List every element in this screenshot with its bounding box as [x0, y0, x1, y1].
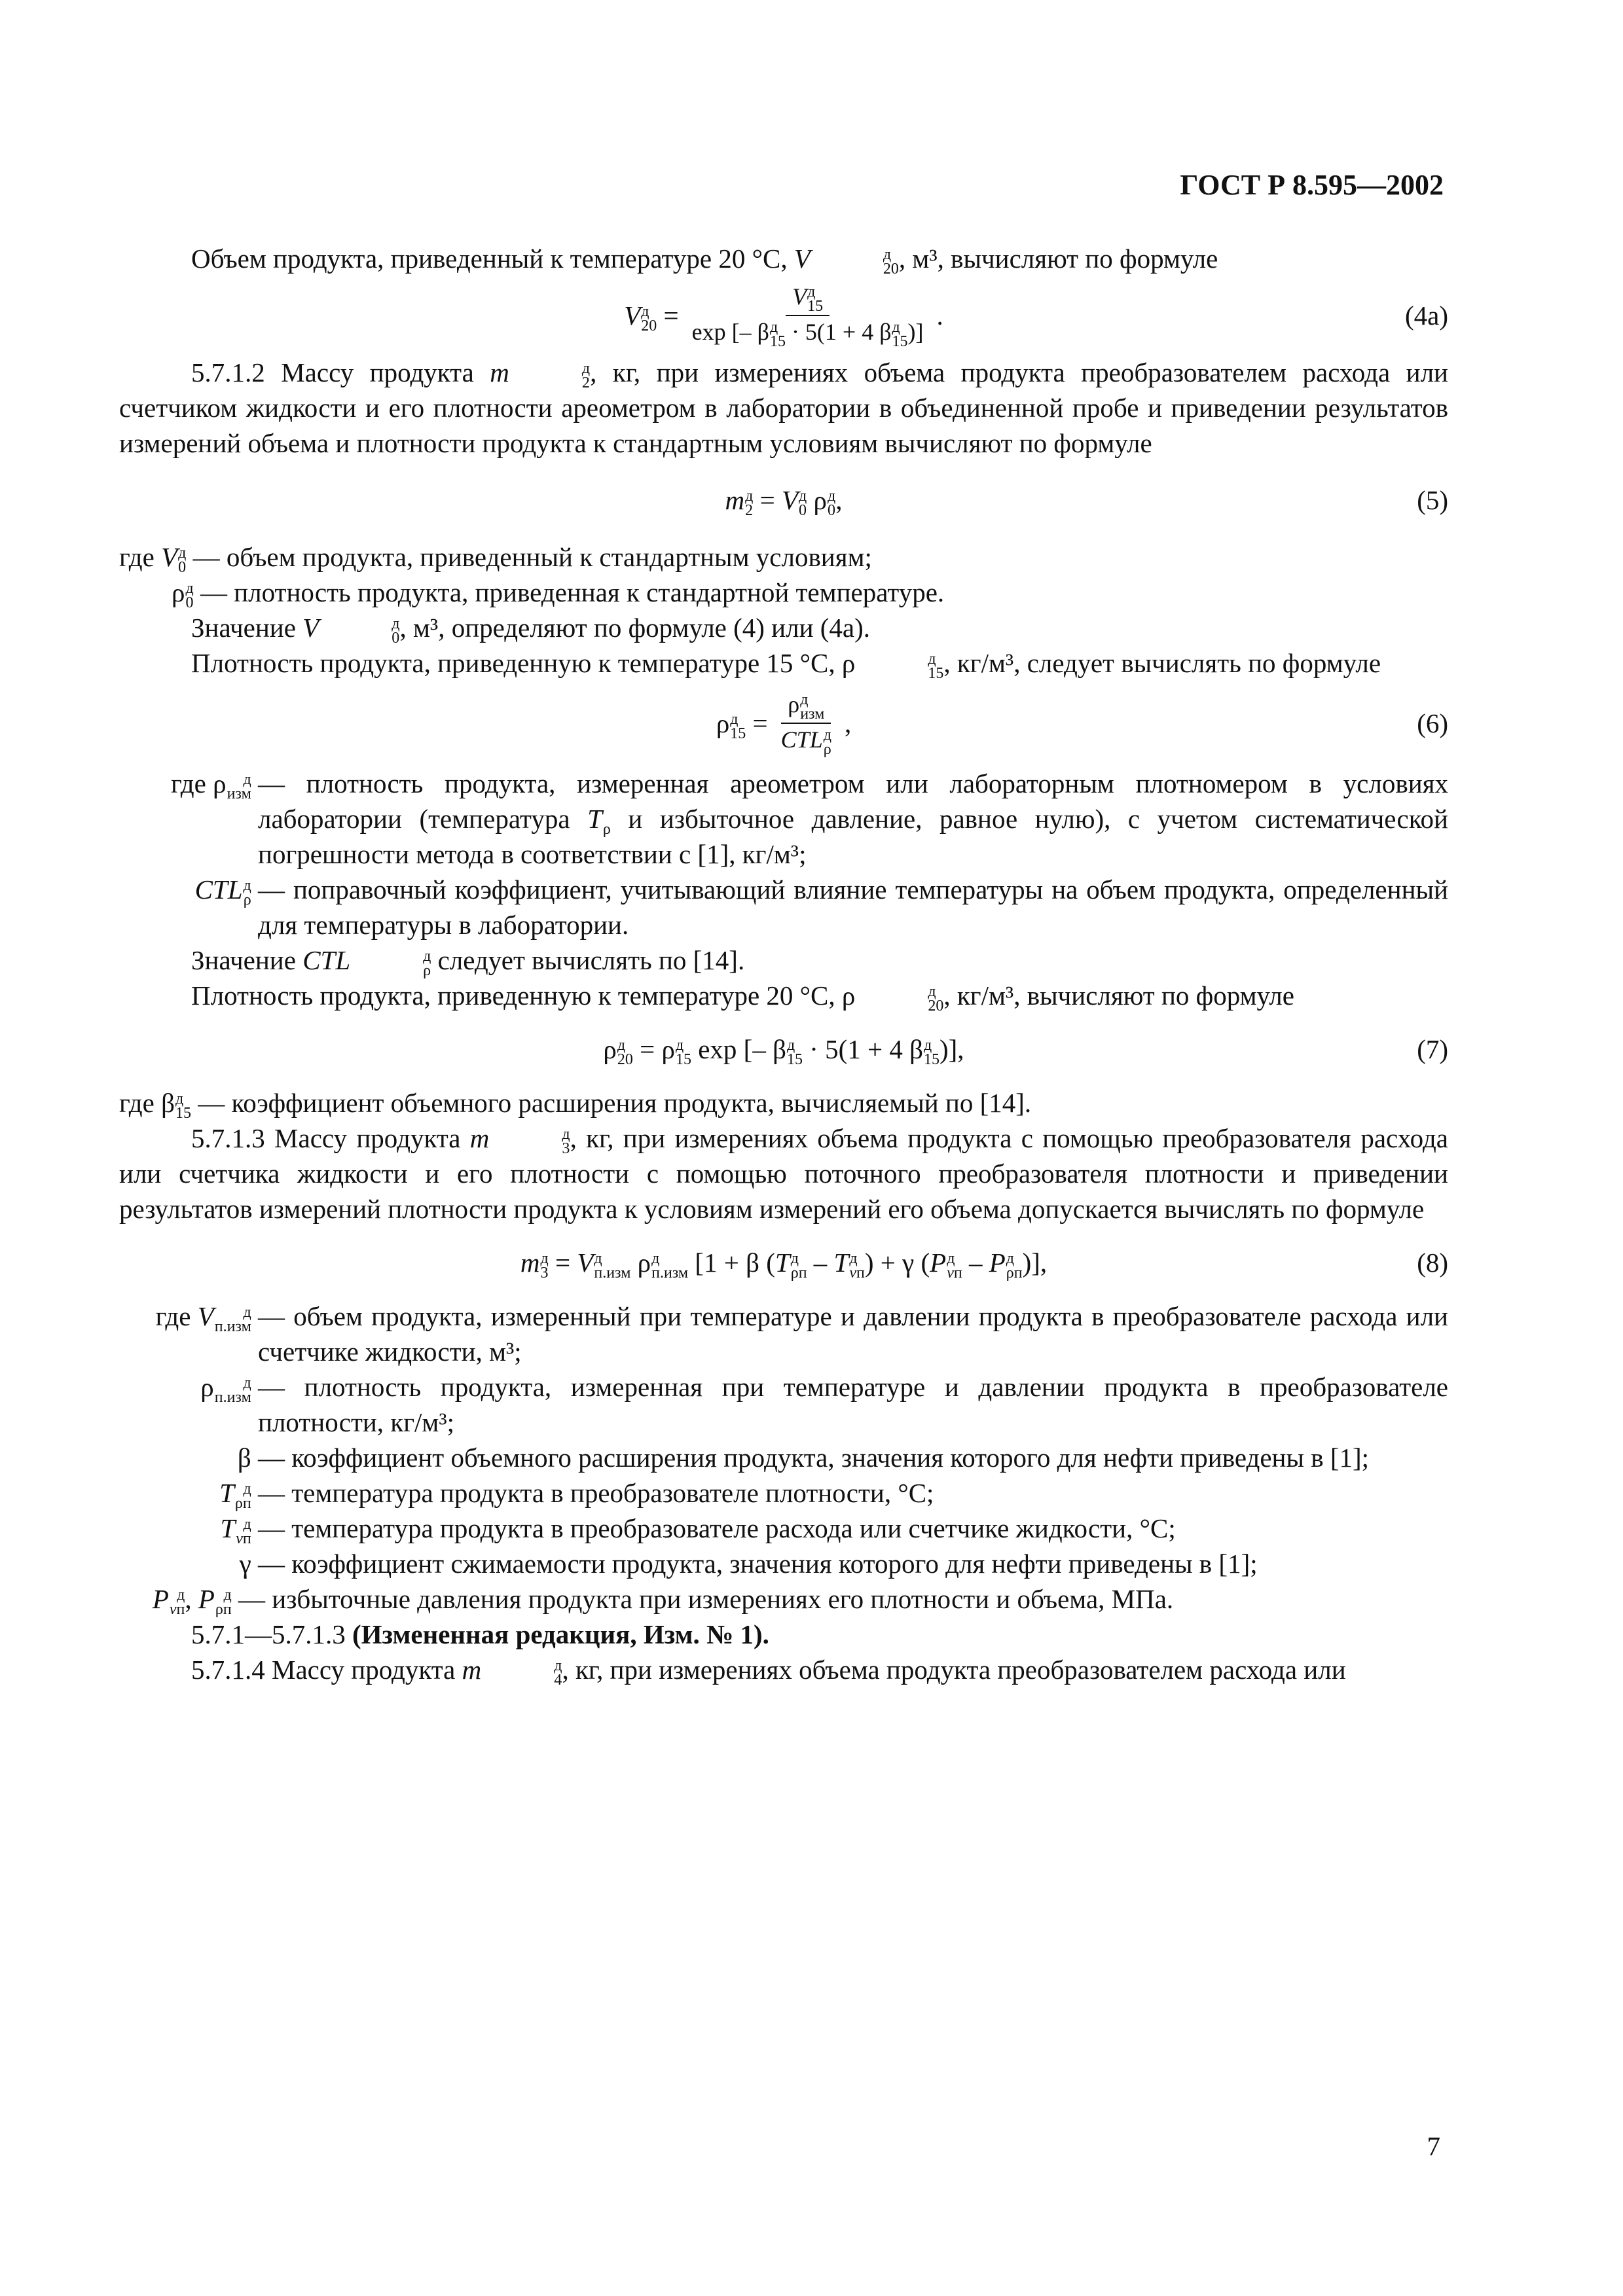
formula-6: ρ д 15 = ρ д изм CTL д ρ , (6)	[716, 691, 1448, 758]
def-beta: β — коэффициент объемного расширения продукта, значения которого для нефти приведены в [1];	[237, 1443, 1370, 1473]
amendment-note: 5.7.1—5.7.1.3 (Измененная редакция, Изм. № 1).	[191, 1619, 769, 1649]
formula-number: (5)	[1417, 485, 1448, 515]
formula-number: (8)	[1417, 1247, 1448, 1278]
formula-5: m д 2 = V д 0 ρ д 0 , (5)	[119, 461, 1448, 539]
where-beta15: где β д 15 — коэффициент объемного расширения продукта, вычисляемый по [14].	[119, 1088, 1032, 1122]
where-v0: где V д 0 — объем продукта, приведенный к стандартным условиям;	[119, 542, 872, 576]
ctl-value: Значение CTL д ρ следует вычислять по [14].	[191, 945, 745, 979]
formula-number: (7)	[1417, 1034, 1448, 1064]
def-gamma: γ — коэффициент сжимаемости продукта, значения которого для нефти приведены в [1];	[239, 1549, 1258, 1579]
where-list-8	[119, 1299, 1448, 1617]
def-rho-p-meas: ρ д п.изм — плотность продукта, измеренная при температуре и давлении продукта в преобразователе плотности, кг/м³;	[200, 1372, 1448, 1437]
paragraph-5-7-1-4: 5.7.1.4 Массу продукта m д 4 , кг, при измерениях объема продукта преобразователем расхода или	[191, 1655, 1346, 1689]
value-v0: Значение V д 0 , м³, определяют по формуле (4) или (4а).	[191, 613, 871, 647]
density-15-paragraph: Плотность продукта, приведенную к температуре 15 °С, ρ д 15 , кг/м³, следует вычислять по формуле	[191, 648, 1381, 682]
def-v-meas: где V д п.изм — объем продукта, измеренный при температуре и давлении продукта в преобразователе расхода или счетчике жидкости, м³;	[155, 1301, 1448, 1367]
formula-7: ρ д 20 = ρ д 15 exp [– β д 15 · 5(1 + 4 β д 15 )], (7)	[119, 1013, 1448, 1085]
def-t-vp: T д vп — температура продукта в преобразователе расхода или счетчике жидкости, °С;	[220, 1513, 1176, 1547]
paragraph-5-7-1-3: 5.7.1.3 Массу продукта m д 3 , кг, при измерениях объема продукта с помощью преобразователя расхода или счетчика жидкости и его плотности с помощью поточного преобразователя плотности и приведении результатов измерений плотности продукта к условиям измерений его объема допускается вычислять по формуле	[119, 1123, 1449, 1224]
intro-paragraph: Объем продукта, приведенный к температуре 20 °С, V д 20 , м³, вычисляют по формуле	[191, 243, 1218, 278]
def-pressures: P д vп , P д ρп — избыточные давления продукта при измерениях его плотности и объема, МПа.	[152, 1584, 1174, 1618]
density-20-paragraph: Плотность продукта, приведенную к температуре 20 °С, ρ д 20 , кг/м³, вычисляют по формуле	[191, 980, 1294, 1014]
def-ctl: CTL д ρ — поправочный коэффициент, учитывающий влияние температуры на объем продукта, определенный для температуры в лаборатории.	[194, 874, 1448, 940]
formula-8: m д 3 = V д п.изм ρ д п.изм [1 + β (T д ρп – T д vп ) + γ (P д vп – P д ρп )], (8)	[119, 1227, 1448, 1299]
page-number: 7	[1427, 2131, 1440, 2161]
def-t-rp: T д ρп — температура продукта в преобразователе плотности, °С;	[219, 1478, 934, 1512]
formula-4a: V д 20 = V д 15 exp [– β д 15 · 5(1 + 4 β д 15 )] . (4а)	[624, 283, 1448, 350]
formula-number: (4а)	[1404, 300, 1448, 331]
where-rho0: ρ д 0 — плотность продукта, приведенная к стандартной температуре.	[172, 577, 945, 611]
def-rho-meas: где ρ д изм — плотность продукта, измеренная ареометром или лабораторным плотномером в условиях лаборатории (температура T ρ и избыточное давление, равное нулю), с учетом систематической погрешности метода в соответствии с [1], кг/м³;	[171, 768, 1448, 869]
paragraph-5-7-1-2: 5.7.1.2 Массу продукта m д 2 , кг, при измерениях объема продукта преобразователем расхода или счетчиком жидкости и его плотности ареометром в лаборатории в объединенной пробе и приведении результатов измерений объема и плотности продукта к стандартным условиям вычисляют по формуле	[119, 357, 1448, 458]
where-list-6	[119, 766, 1448, 942]
document-body	[119, 241, 1448, 1687]
document-code-header: ГОСТ Р 8.595—2002	[1180, 169, 1444, 201]
formula-number: (6)	[1417, 708, 1448, 738]
